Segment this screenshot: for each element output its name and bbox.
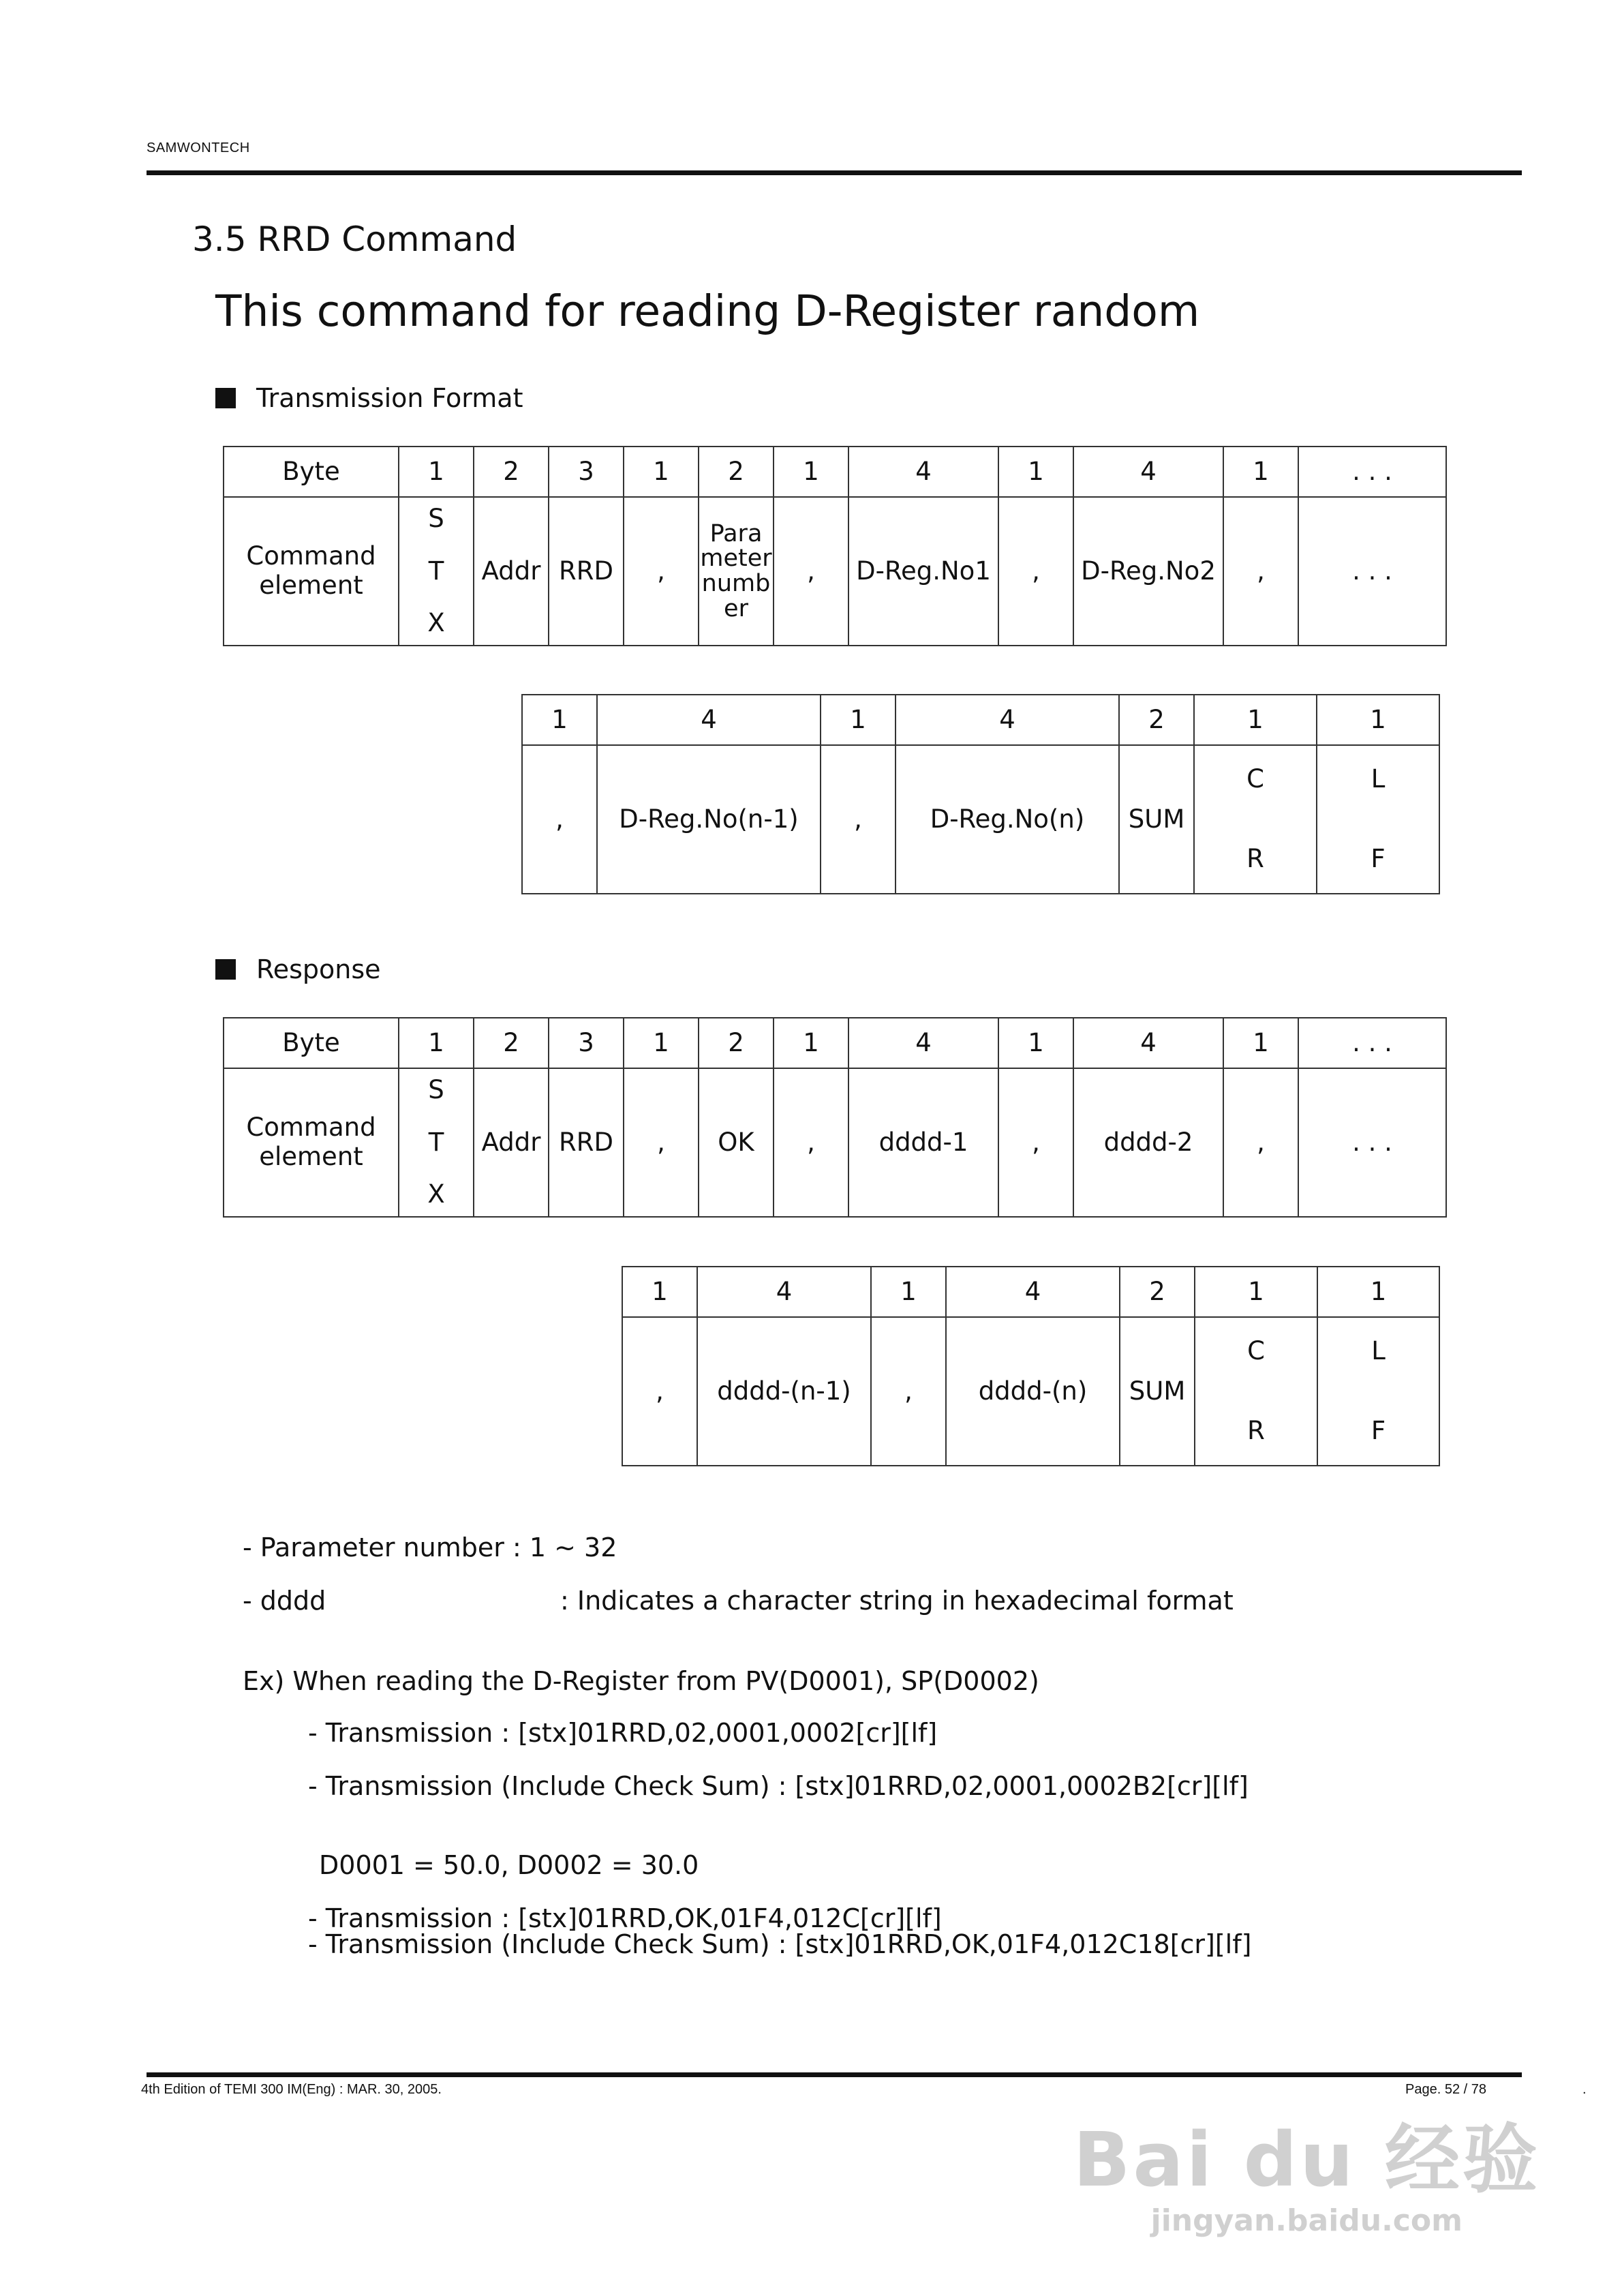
element-cell: , xyxy=(624,497,699,646)
example-transmission-1: - Transmission : [stx]01RRD,02,0001,0002[cr][lf] xyxy=(308,1718,938,1748)
bullet-square-icon xyxy=(215,959,236,980)
byte-row xyxy=(522,695,1439,745)
element-cell: . . . xyxy=(1298,497,1446,646)
response-heading: Response xyxy=(215,954,381,984)
byte-row xyxy=(224,1018,1446,1068)
element-cell: Addr xyxy=(474,497,549,646)
example-transmission-3: - Transmission : [stx]01RRD,OK,01F4,012C[cr][lf] xyxy=(308,1903,942,1933)
byte-cell: 2 xyxy=(1120,1267,1195,1317)
byte-cell: . . . xyxy=(1298,447,1446,497)
element-cell: Addr xyxy=(474,1068,549,1217)
byte-cell: 4 xyxy=(597,695,821,745)
element-cell: D-Reg.No(n-1) xyxy=(597,745,821,894)
element-cell: dddd-(n-1) xyxy=(697,1317,871,1466)
element-row xyxy=(224,1068,1446,1217)
watermark-url: jingyan.baidu.com xyxy=(1150,2203,1463,2238)
byte-cell: 1 xyxy=(1194,695,1317,745)
element-cell: . . . xyxy=(1298,1068,1446,1217)
element-cell: Para meter numb er xyxy=(699,497,774,646)
example-transmission-2: - Transmission (Include Check Sum) : [stx]01RRD,02,0001,0002B2[cr][lf] xyxy=(308,1771,1249,1801)
byte-row xyxy=(622,1267,1439,1317)
byte-cell: 4 xyxy=(1073,447,1223,497)
element-cell: , xyxy=(774,497,848,646)
example-transmission-4: - Transmission (Include Check Sum) : [stx]01RRD,OK,01F4,012C18[cr][lf] xyxy=(308,1929,1252,1959)
response-table-2 xyxy=(622,1266,1440,1466)
element-cell: , xyxy=(1223,1068,1298,1217)
element-cell: RRD xyxy=(549,1068,624,1217)
section-title: 3.5 RRD Command xyxy=(192,220,517,259)
element-cell: , xyxy=(522,745,597,894)
byte-cell: 1 xyxy=(399,447,474,497)
element-cell: dddd-2 xyxy=(1073,1068,1223,1217)
element-row xyxy=(622,1317,1439,1466)
lf-cell: L F xyxy=(1317,1317,1439,1466)
byte-cell: 1 xyxy=(624,1018,699,1068)
dddd-description: : Indicates a character string in hexadecimal format xyxy=(560,1586,1234,1616)
byte-cell: 4 xyxy=(697,1267,871,1317)
byte-cell: 2 xyxy=(699,1018,774,1068)
transmission-table-1 xyxy=(223,446,1447,646)
header-brand: SAMWONTECH xyxy=(147,140,250,155)
param-number-note: - Parameter number : 1 ~ 32 xyxy=(243,1532,617,1562)
byte-cell: 2 xyxy=(1119,695,1194,745)
byte-cell: 1 xyxy=(871,1267,946,1317)
transmission-table-2 xyxy=(521,694,1440,894)
byte-cell: 2 xyxy=(699,447,774,497)
byte-cell: 4 xyxy=(946,1267,1120,1317)
byte-cell: . . . xyxy=(1298,1018,1446,1068)
section-subtitle: This command for reading D-Register random xyxy=(215,286,1200,336)
byte-cell: 2 xyxy=(474,447,549,497)
element-cell: dddd-(n) xyxy=(946,1317,1120,1466)
byte-cell: 1 xyxy=(622,1267,697,1317)
dddd-label: - dddd xyxy=(243,1586,326,1616)
byte-cell: Byte xyxy=(224,1018,399,1068)
transmission-heading: Transmission Format xyxy=(215,383,523,413)
byte-cell: 1 xyxy=(1223,1018,1298,1068)
footer-edition: 4th Edition of TEMI 300 IM(Eng) : MAR. 30, 2005. xyxy=(141,2082,442,2097)
element-cell: D-Reg.No(n) xyxy=(896,745,1119,894)
watermark-brand: Bai du 经验 xyxy=(1073,2116,1540,2203)
element-cell: SUM xyxy=(1119,745,1194,894)
byte-cell: 4 xyxy=(848,447,998,497)
lf-cell: L F xyxy=(1317,745,1439,894)
cr-cell: C R xyxy=(1195,1317,1317,1466)
element-cell: OK xyxy=(699,1068,774,1217)
response-table-1 xyxy=(223,1017,1447,1218)
byte-cell: 1 xyxy=(624,447,699,497)
byte-cell: 1 xyxy=(399,1018,474,1068)
element-cell: , xyxy=(998,497,1073,646)
stx-cell: S T X xyxy=(399,497,474,646)
cr-cell: C R xyxy=(1194,745,1317,894)
element-row xyxy=(522,745,1439,894)
element-cell: , xyxy=(624,1068,699,1217)
byte-cell: 4 xyxy=(1073,1018,1223,1068)
byte-cell: 1 xyxy=(774,1018,848,1068)
element-cell: D-Reg.No1 xyxy=(848,497,998,646)
element-cell: , xyxy=(774,1068,848,1217)
element-cell: , xyxy=(1223,497,1298,646)
byte-cell: 4 xyxy=(896,695,1119,745)
footer-page-number: Page. 52 / 78 xyxy=(1405,2082,1486,2097)
byte-cell: 1 xyxy=(1317,1267,1439,1317)
byte-cell: 4 xyxy=(848,1018,998,1068)
byte-cell: 1 xyxy=(998,447,1073,497)
byte-cell: 1 xyxy=(522,695,597,745)
byte-cell: 3 xyxy=(549,447,624,497)
footer-dot: . xyxy=(1582,2082,1587,2097)
command-element-label: Command element xyxy=(224,1068,399,1217)
byte-row xyxy=(224,447,1446,497)
element-cell: , xyxy=(998,1068,1073,1217)
element-cell: dddd-1 xyxy=(848,1068,998,1217)
command-element-label: Command element xyxy=(224,497,399,646)
byte-cell: 3 xyxy=(549,1018,624,1068)
stx-cell: S T X xyxy=(399,1068,474,1217)
header-rule xyxy=(147,170,1522,175)
byte-cell: 2 xyxy=(474,1018,549,1068)
element-cell: SUM xyxy=(1120,1317,1195,1466)
bullet-square-icon xyxy=(215,388,236,408)
byte-cell: 1 xyxy=(821,695,896,745)
byte-cell: 1 xyxy=(1195,1267,1317,1317)
example-values: D0001 = 50.0, D0002 = 30.0 xyxy=(319,1850,699,1880)
baidu-watermark xyxy=(1073,2100,1540,2238)
example-title: Ex) When reading the D-Register from PV(D0001), SP(D0002) xyxy=(243,1666,1039,1696)
element-row xyxy=(224,497,1446,646)
element-cell: D-Reg.No2 xyxy=(1073,497,1223,646)
byte-cell: 1 xyxy=(1223,447,1298,497)
byte-cell: Byte xyxy=(224,447,399,497)
byte-cell: 1 xyxy=(998,1018,1073,1068)
byte-cell: 1 xyxy=(774,447,848,497)
footer-rule xyxy=(147,2072,1522,2077)
element-cell: , xyxy=(821,745,896,894)
element-cell: , xyxy=(622,1317,697,1466)
element-cell: , xyxy=(871,1317,946,1466)
byte-cell: 1 xyxy=(1317,695,1439,745)
element-cell: RRD xyxy=(549,497,624,646)
